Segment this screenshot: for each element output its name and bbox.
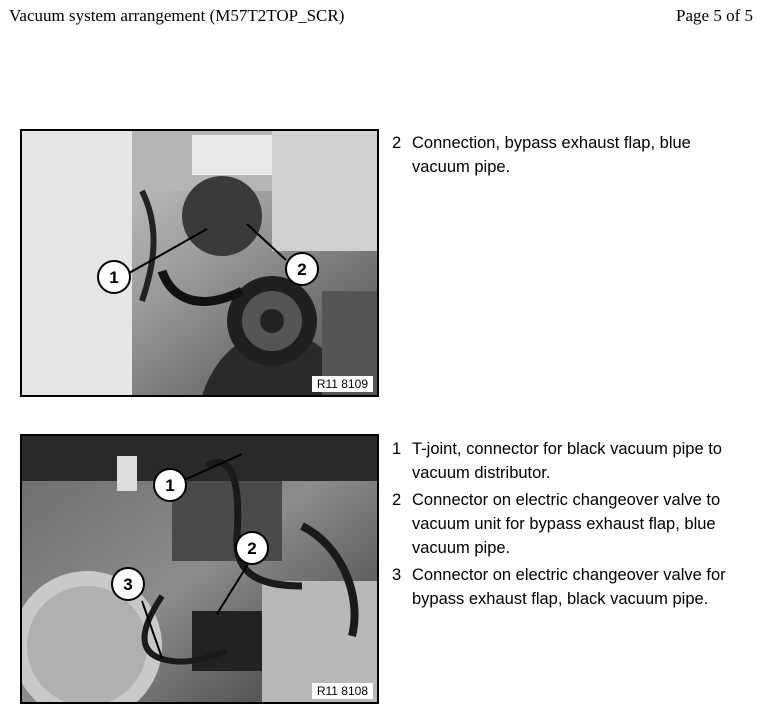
- page-number: Page 5 of 5: [676, 6, 753, 25]
- callout-1: [154, 469, 186, 501]
- document-title: Vacuum system arrangement (M57T2TOP_SCR): [9, 6, 345, 25]
- legend-item: 2 Connection, bypass exhaust flap, blue vacuum pipe.: [392, 134, 691, 176]
- legend-item: 1 T-joint, connector for black vacuum pipe to vacuum distributor.: [392, 440, 722, 482]
- svg-text:1: 1: [109, 268, 119, 287]
- callout-1: [98, 261, 130, 293]
- callout-3: [112, 568, 144, 600]
- svg-text:2: 2: [297, 260, 307, 279]
- legend-list-2: [392, 437, 737, 614]
- svg-text:1: 1: [165, 476, 175, 495]
- svg-text:3: 3: [123, 575, 133, 594]
- engine-photo-2: [20, 434, 379, 704]
- legend-item: 3 Connector on electric changeover valve for bypass exhaust flap, black vacuum pipe.: [392, 566, 726, 608]
- callout-2: [236, 532, 268, 564]
- legend-item: 2 Connector on electric changeover valve to vacuum unit for bypass exhaust flap, blue vacuum pipe.: [392, 491, 721, 557]
- figure-reference: R11 8109: [312, 376, 373, 392]
- callout-2: [286, 253, 318, 285]
- svg-text:2: 2: [247, 539, 257, 558]
- engine-photo-1: [20, 129, 379, 397]
- figure-reference: R11 8108: [312, 683, 373, 699]
- engine-photo-1-drawing: [22, 131, 377, 395]
- engine-photo-2-drawing: [22, 436, 377, 702]
- legend-list-1: [392, 131, 737, 182]
